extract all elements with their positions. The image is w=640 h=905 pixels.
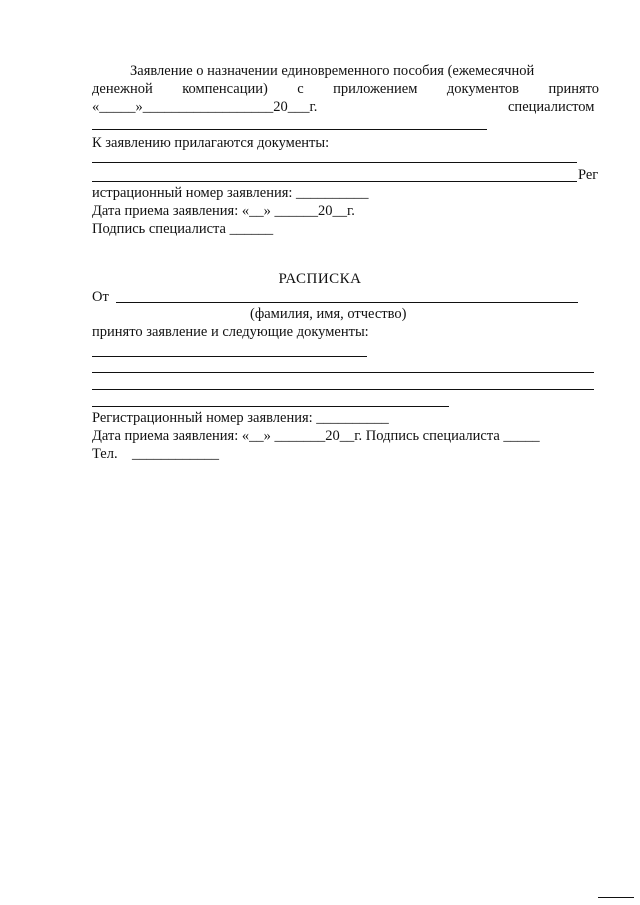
word: документов — [446, 81, 519, 97]
specialist-name-rule — [92, 129, 487, 130]
reg-number-prefix: Рег — [578, 167, 599, 183]
receipt-from-label: От — [92, 289, 109, 305]
word: с — [297, 81, 304, 97]
receipt-from-rule — [116, 302, 578, 303]
application-date-blank: «_____»__________________20___г. — [92, 99, 318, 115]
receipt-reg-number-line: Регистрационный номер заявления: __________ — [92, 410, 389, 426]
word: компенсации) — [182, 81, 268, 97]
application-signature-line: Подпись специалиста ______ — [92, 221, 274, 237]
receipt-documents-rule-3 — [92, 389, 594, 390]
receipt-title: РАСПИСКА — [278, 271, 362, 287]
receipt-from-hint: (фамилия, имя, отчество) — [250, 306, 407, 322]
word: приложением — [333, 81, 418, 97]
word: денежной — [92, 81, 153, 97]
word: принято — [548, 81, 600, 97]
footer-rule — [598, 897, 634, 898]
receipt-date-signature-line: Дата приема заявления: «__» _______20__г. Подпись специалиста _____ — [92, 428, 540, 444]
attached-documents-label: К заявлению прилагаются документы: — [92, 135, 330, 151]
attached-documents-rule-2 — [92, 181, 577, 182]
application-date-line: Дата приема заявления: «__» ______20__г. — [92, 203, 355, 219]
application-reg-number-line: истрационный номер заявления: __________ — [92, 185, 369, 201]
receipt-phone-blank: ____________ — [132, 446, 219, 462]
receipt-documents-rule-2 — [92, 372, 594, 373]
application-specialist-word: специалистом — [508, 99, 595, 115]
receipt-phone-label: Тел. — [92, 446, 118, 462]
receipt-accepted-label: принято заявление и следующие документы: — [92, 324, 369, 340]
attached-documents-rule-1 — [92, 162, 577, 163]
application-line-2 — [92, 81, 599, 98]
application-intro-line: Заявление о назначении единовременного пособия (ежемесячной — [130, 63, 535, 79]
receipt-documents-rule-1 — [92, 356, 367, 357]
receipt-documents-rule-4 — [92, 406, 449, 407]
